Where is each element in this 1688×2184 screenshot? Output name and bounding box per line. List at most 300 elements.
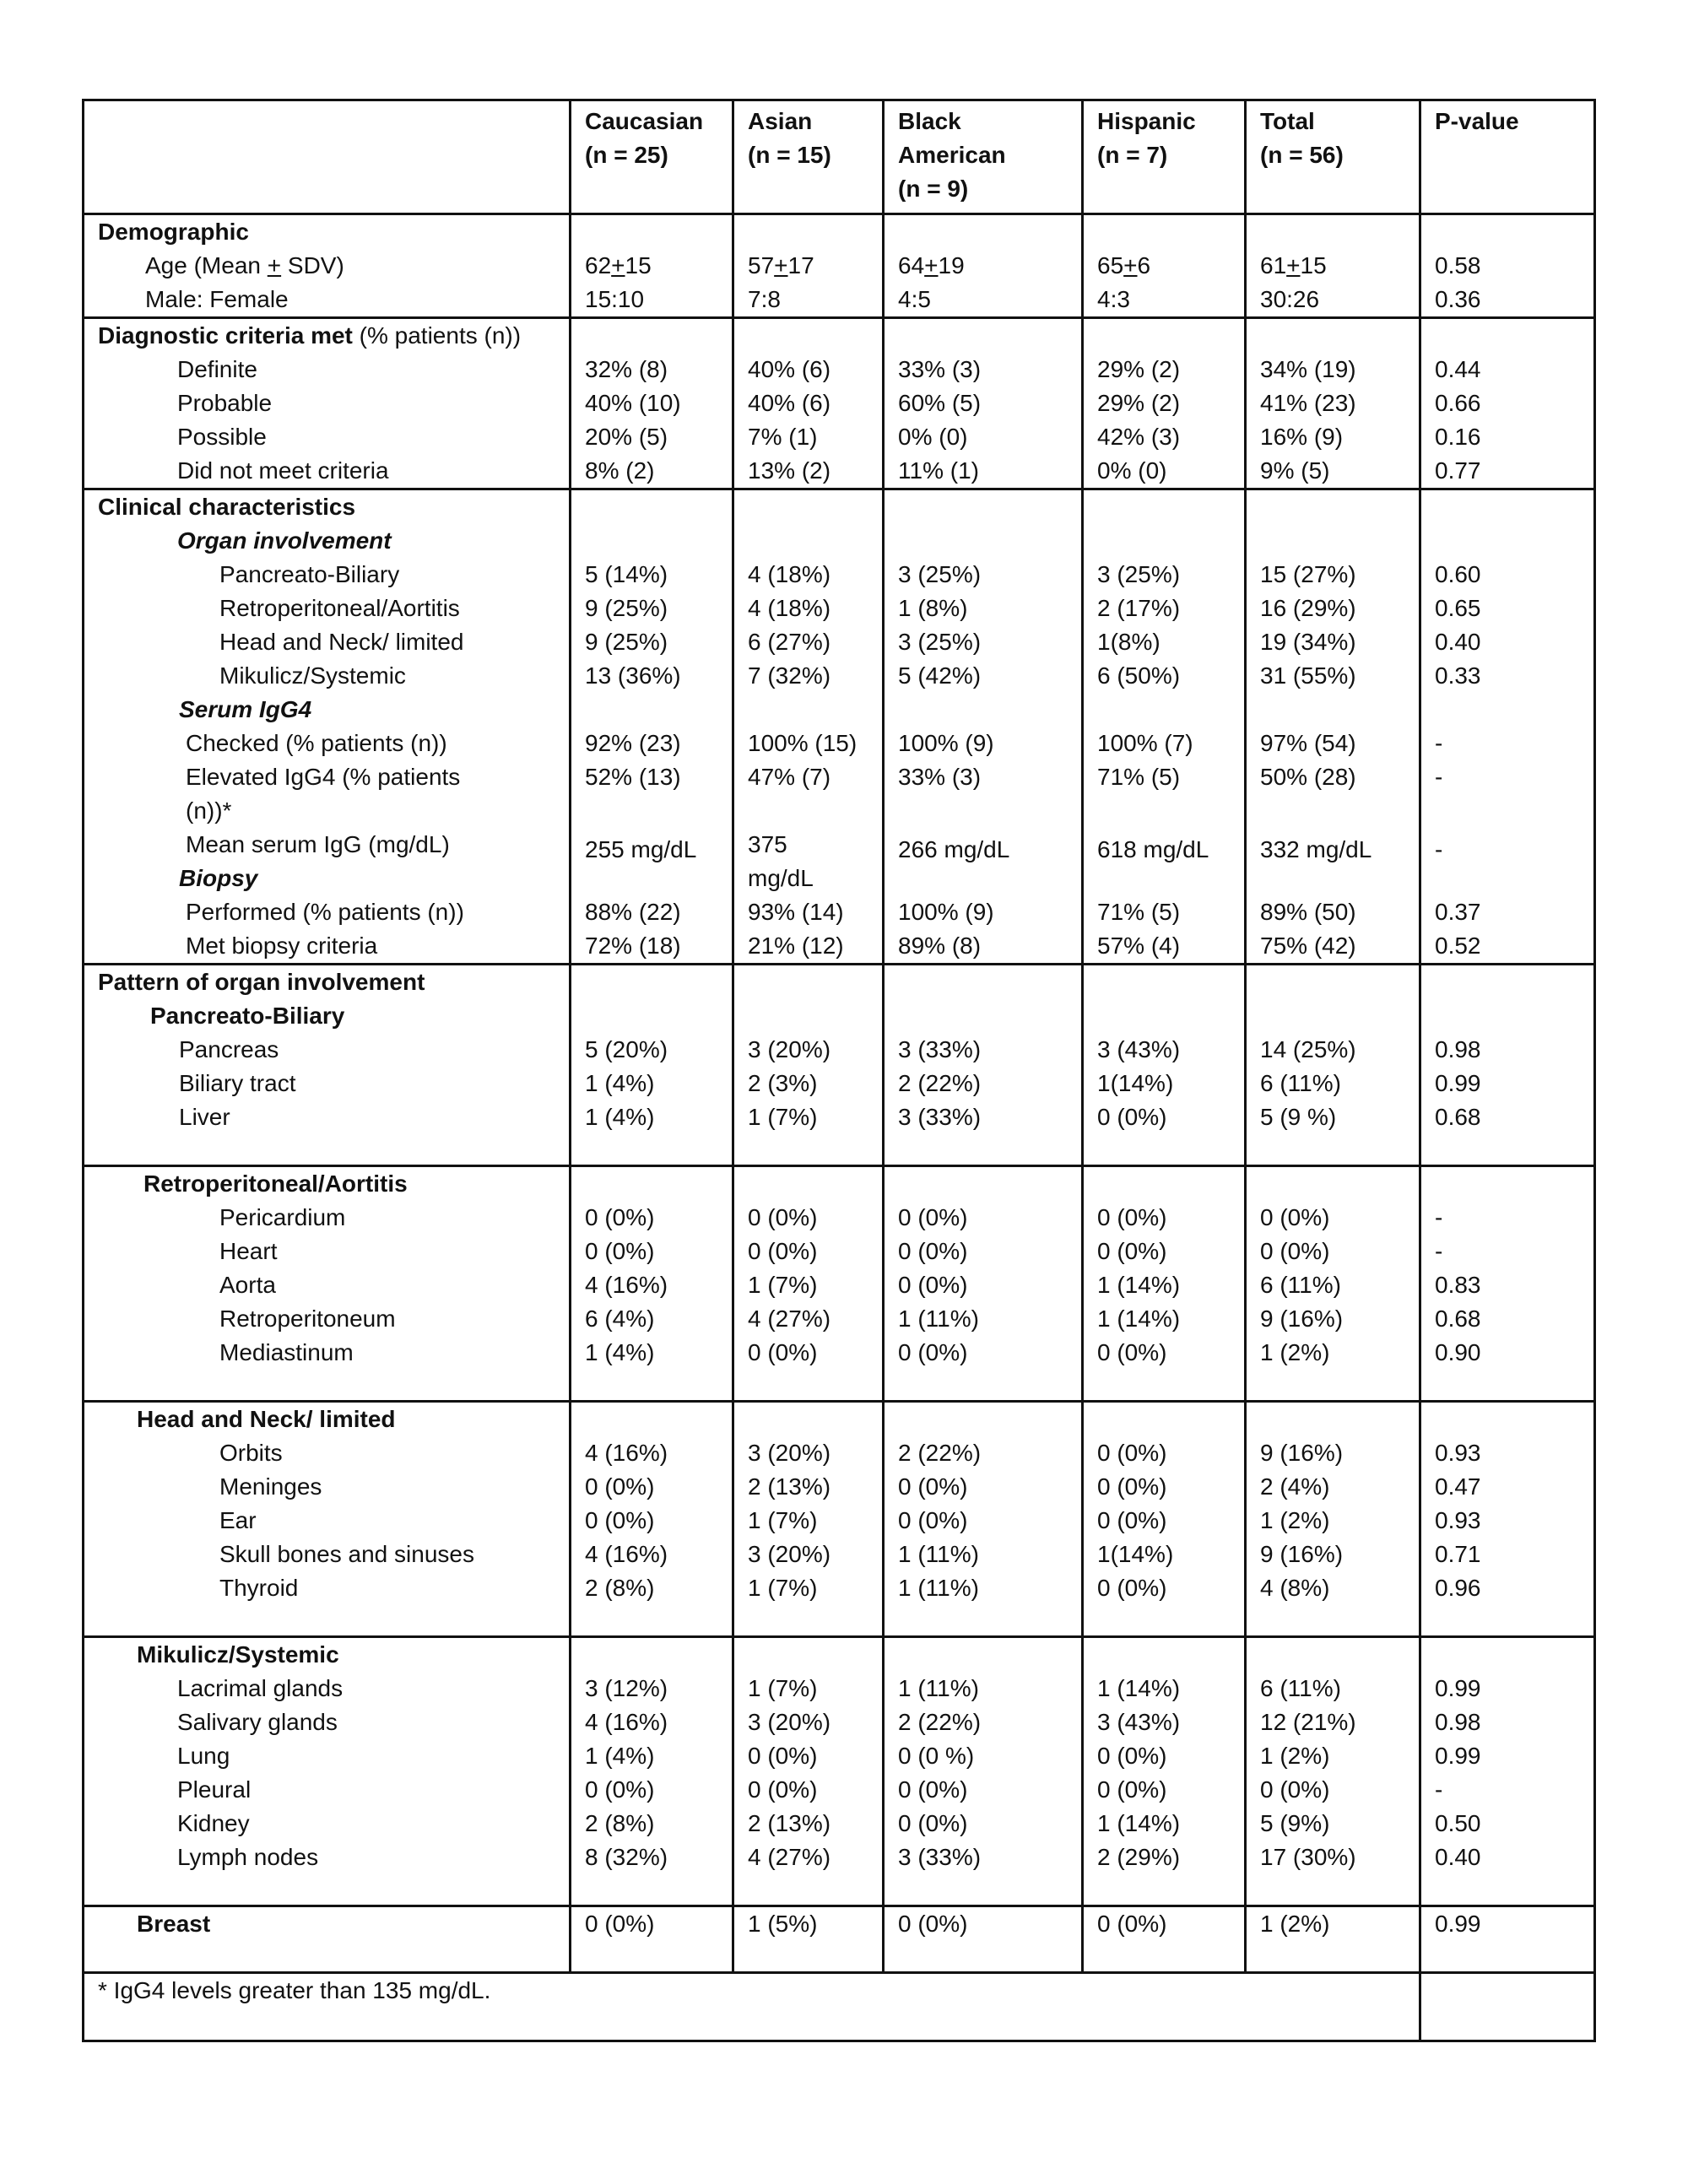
header-line: P-value: [1435, 108, 1519, 134]
p-value-cell: 0.47: [1420, 1470, 1595, 1504]
empty-cell: [733, 1370, 884, 1402]
p-value-cell: 0.40: [1420, 625, 1595, 659]
value-cell: 97% (54): [1246, 727, 1420, 760]
value-cell: 6 (27%): [733, 625, 884, 659]
empty-cell: [571, 524, 733, 558]
value-cell: 1 (4%): [571, 1336, 733, 1370]
header-line: Total: [1260, 108, 1315, 134]
value-cell: 0 (0%): [733, 1336, 884, 1370]
value-cell: 71% (5): [1083, 760, 1246, 828]
empty-cell: [1420, 318, 1595, 354]
section-title: Pattern of organ involvement: [84, 965, 571, 1000]
empty-cell: [733, 1874, 884, 1906]
value-cell: 2 (8%): [571, 1807, 733, 1841]
empty-cell: [571, 214, 733, 250]
header-line: Caucasian: [585, 108, 704, 134]
data-row: [84, 1336, 1595, 1370]
empty-cell: [571, 693, 733, 727]
row-label: Heart: [84, 1235, 571, 1268]
empty-cell: [1083, 999, 1246, 1033]
row-label: Male: Female: [84, 283, 571, 318]
section-title-row: [84, 214, 1595, 250]
value-cell: 0 (0%): [733, 1201, 884, 1235]
row-label: Meninges: [84, 1470, 571, 1504]
row-label: Ear: [84, 1504, 571, 1538]
data-row: [84, 760, 1595, 828]
section-title-row: [84, 489, 1595, 525]
empty-cell: [884, 1134, 1083, 1166]
value-cell: 0% (0): [884, 420, 1083, 454]
section-title: Demographic: [84, 214, 571, 250]
data-row: [84, 454, 1595, 489]
row-label: Checked (% patients (n)): [84, 727, 571, 760]
p-value-cell: 0.68: [1420, 1302, 1595, 1336]
header-line: (n = 15): [748, 142, 831, 168]
p-value-cell: 0.90: [1420, 1336, 1595, 1370]
value-cell: 4 (18%): [733, 558, 884, 592]
footnote-row: [84, 1973, 1595, 2041]
value-cell: 6 (4%): [571, 1302, 733, 1336]
spacer-row: [84, 1605, 1595, 1637]
value-cell: 40% (10): [571, 387, 733, 420]
empty-cell: [1083, 693, 1246, 727]
p-value-cell: 0.93: [1420, 1504, 1595, 1538]
p-value-cell: 0.44: [1420, 353, 1595, 387]
empty-cell: [884, 1370, 1083, 1402]
value-cell: 1 (2%): [1246, 1504, 1420, 1538]
value-cell: 12 (21%): [1246, 1706, 1420, 1739]
empty-cell: [884, 1166, 1083, 1202]
value-cell: 0 (0%): [884, 1235, 1083, 1268]
data-row: [84, 283, 1595, 318]
value-cell: 9 (25%): [571, 625, 733, 659]
value-cell: [571, 828, 733, 895]
empty-cell: [1420, 965, 1595, 1000]
value-cell: 42% (3): [1083, 420, 1246, 454]
p-value-cell: -: [1420, 1201, 1595, 1235]
empty-cell: [884, 693, 1083, 727]
value-cell: 0 (0%): [1083, 1470, 1246, 1504]
p-value-cell: 0.99: [1420, 1672, 1595, 1706]
p-value-cell: 0.40: [1420, 1841, 1595, 1874]
value-cell: 4:5: [884, 283, 1083, 318]
data-row: [84, 1268, 1595, 1302]
value-cell: 3 (12%): [571, 1672, 733, 1706]
value-cell: 89% (50): [1246, 895, 1420, 929]
p-value-cell: 0.96: [1420, 1571, 1595, 1605]
data-row: [84, 727, 1595, 760]
data-row: [84, 1773, 1595, 1807]
value-cell: 0 (0%): [1083, 1739, 1246, 1773]
value-cell: 5 (9 %): [1246, 1100, 1420, 1134]
empty-cell: [1083, 1370, 1246, 1402]
row-label: Aorta: [84, 1268, 571, 1302]
value-cell: 100% (9): [884, 895, 1083, 929]
section-title-row: [84, 318, 1595, 354]
data-row: [84, 558, 1595, 592]
data-row: [84, 929, 1595, 965]
value-cell: 0 (0%): [884, 1773, 1083, 1807]
empty-cell: [1083, 489, 1246, 525]
value-cell: 0 (0%): [1246, 1201, 1420, 1235]
value-cell: 0 (0%): [733, 1235, 884, 1268]
p-value-cell: 0.60: [1420, 558, 1595, 592]
row-label: [84, 249, 571, 283]
p-value-cell: 0.98: [1420, 1706, 1595, 1739]
empty-cell: [1246, 1637, 1420, 1673]
empty-cell: [733, 1166, 884, 1202]
value-cell: [733, 828, 884, 895]
empty-cell: [733, 489, 884, 525]
empty-cell: [1246, 965, 1420, 1000]
value-cell: 5 (14%): [571, 558, 733, 592]
value-cell: 0 (0%): [571, 1235, 733, 1268]
p-value-cell: -: [1420, 828, 1595, 895]
value-cell: 1 (11%): [884, 1538, 1083, 1571]
empty-cell: [84, 1874, 571, 1906]
empty-cell: [84, 1941, 571, 1973]
row-label: Met biopsy criteria: [84, 929, 571, 965]
empty-cell: [1246, 1166, 1420, 1202]
row-label: [84, 760, 571, 828]
p-value-cell: 0.71: [1420, 1538, 1595, 1571]
cell-text: 332 mg/dL: [1260, 836, 1372, 862]
cell-text: 17: [787, 252, 814, 278]
empty-cell: [1083, 1166, 1246, 1202]
group-title: Retroperitoneal/Aortitis: [84, 1166, 571, 1202]
header-line: (n = 56): [1260, 142, 1344, 168]
value-cell: 0 (0%): [884, 1470, 1083, 1504]
value-cell: 0 (0%): [1083, 1906, 1246, 1942]
group-title: Pancreato-Biliary: [84, 999, 571, 1033]
header-row: [84, 100, 1595, 214]
empty-cell: [1420, 489, 1595, 525]
value-cell: 4 (8%): [1246, 1571, 1420, 1605]
empty-cell: [1083, 1637, 1246, 1673]
p-value-cell: 0.68: [1420, 1100, 1595, 1134]
column-header: [84, 100, 571, 214]
plus-minus-symbol: +: [924, 252, 939, 278]
data-row: [84, 1470, 1595, 1504]
empty-cell: [1420, 1874, 1595, 1906]
column-header: [1083, 100, 1246, 214]
value-cell: 7 (32%): [733, 659, 884, 693]
section-title: [84, 318, 571, 354]
value-cell: 0 (0%): [571, 1504, 733, 1538]
header-line: American: [898, 142, 1006, 168]
value-cell: 19 (34%): [1246, 625, 1420, 659]
value-cell: [1083, 249, 1246, 283]
p-value-cell: 0.50: [1420, 1807, 1595, 1841]
value-cell: 57% (4): [1083, 929, 1246, 965]
cell-text: 61: [1260, 252, 1287, 278]
column-header: [1246, 100, 1420, 214]
value-cell: 0 (0%): [1246, 1773, 1420, 1807]
value-cell: 2 (8%): [571, 1571, 733, 1605]
value-cell: 9 (25%): [571, 592, 733, 625]
cell-text: 266 mg/dL: [898, 836, 1010, 862]
value-cell: 1 (14%): [1083, 1302, 1246, 1336]
value-cell: 52% (13): [571, 760, 733, 828]
row-label: Definite: [84, 353, 571, 387]
group-title-row: [84, 1906, 1595, 1942]
value-cell: 71% (5): [1083, 895, 1246, 929]
value-cell: 31 (55%): [1246, 659, 1420, 693]
data-row: [84, 1571, 1595, 1605]
p-value-cell: 0.98: [1420, 1033, 1595, 1067]
group-title: Head and Neck/ limited: [84, 1402, 571, 1437]
empty-cell: [1246, 1874, 1420, 1906]
row-label: [84, 828, 571, 895]
value-cell: 89% (8): [884, 929, 1083, 965]
value-cell: 100% (9): [884, 727, 1083, 760]
empty-cell: [884, 1605, 1083, 1637]
value-cell: 3 (25%): [884, 625, 1083, 659]
data-row: [84, 1067, 1595, 1100]
subsection-title-row: [84, 693, 1595, 727]
value-cell: 50% (28): [1246, 760, 1420, 828]
row-label: Pancreato-Biliary: [84, 558, 571, 592]
value-cell: 1 (14%): [1083, 1672, 1246, 1706]
p-value-cell: -: [1420, 1235, 1595, 1268]
value-cell: 100% (7): [1083, 727, 1246, 760]
value-cell: [733, 249, 884, 283]
cell-text: Mean serum IgG (mg/dL): [186, 831, 450, 857]
value-cell: 29% (2): [1083, 353, 1246, 387]
value-cell: 21% (12): [733, 929, 884, 965]
cell-text: 62: [585, 252, 612, 278]
empty-cell: [884, 318, 1083, 354]
demographics-table: [82, 99, 1596, 2042]
p-value-cell: 0.77: [1420, 454, 1595, 489]
cell-text: 57: [748, 252, 775, 278]
value-cell: 16% (9): [1246, 420, 1420, 454]
value-cell: 14 (25%): [1246, 1033, 1420, 1067]
cell-text: 15: [625, 252, 652, 278]
empty-cell: [733, 999, 884, 1033]
value-cell: 4 (16%): [571, 1268, 733, 1302]
value-cell: 6 (50%): [1083, 659, 1246, 693]
cell-text: mg/dL: [748, 865, 814, 891]
empty-cell: [884, 489, 1083, 525]
value-cell: 1 (7%): [733, 1268, 884, 1302]
value-cell: 0 (0%): [571, 1906, 733, 1942]
value-cell: 11% (1): [884, 454, 1083, 489]
footnote: * IgG4 levels greater than 135 mg/dL.: [84, 1973, 1420, 2041]
empty-cell: [1420, 1402, 1595, 1437]
p-value-cell: -: [1420, 1773, 1595, 1807]
empty-cell: [1420, 1637, 1595, 1673]
empty-cell: [733, 965, 884, 1000]
value-cell: 1(14%): [1083, 1067, 1246, 1100]
data-row: [84, 625, 1595, 659]
value-cell: 1 (11%): [884, 1672, 1083, 1706]
value-cell: 1 (2%): [1246, 1906, 1420, 1942]
value-cell: 40% (6): [733, 353, 884, 387]
column-header: [1420, 100, 1595, 214]
group-title: Mikulicz/Systemic: [84, 1637, 571, 1673]
value-cell: 13 (36%): [571, 659, 733, 693]
group-title-row: [84, 1402, 1595, 1437]
value-cell: 7% (1): [733, 420, 884, 454]
value-cell: 1 (2%): [1246, 1739, 1420, 1773]
empty-cell: [1083, 1941, 1246, 1973]
value-cell: 0 (0%): [884, 1336, 1083, 1370]
row-label: Retroperitoneum: [84, 1302, 571, 1336]
empty-cell: [884, 1874, 1083, 1906]
value-cell: 60% (5): [884, 387, 1083, 420]
empty-cell: [1246, 1605, 1420, 1637]
row-label: Thyroid: [84, 1571, 571, 1605]
value-cell: 32% (8): [571, 353, 733, 387]
cell-text: 65: [1097, 252, 1124, 278]
empty-cell: [733, 1134, 884, 1166]
empty-cell: [733, 1605, 884, 1637]
empty-cell: [571, 965, 733, 1000]
empty-cell: [84, 1605, 571, 1637]
column-header: [571, 100, 733, 214]
value-cell: 1(14%): [1083, 1538, 1246, 1571]
value-cell: 0 (0%): [571, 1470, 733, 1504]
p-value-cell: 0.65: [1420, 592, 1595, 625]
row-label: Skull bones and sinuses: [84, 1538, 571, 1571]
p-value-cell: 0.83: [1420, 1268, 1595, 1302]
value-cell: 1 (11%): [884, 1571, 1083, 1605]
empty-cell: [1083, 1402, 1246, 1437]
value-cell: 30:26: [1246, 283, 1420, 318]
value-cell: 88% (22): [571, 895, 733, 929]
p-value-cell: 0.99: [1420, 1906, 1595, 1942]
value-cell: [1246, 828, 1420, 895]
group-title-row: [84, 1166, 1595, 1202]
empty-cell: [1246, 318, 1420, 354]
cell-text: 255 mg/dL: [585, 836, 697, 862]
empty-cell: [1420, 214, 1595, 250]
value-cell: 0 (0%): [884, 1268, 1083, 1302]
value-cell: 40% (6): [733, 387, 884, 420]
column-header: [884, 100, 1083, 214]
cell-text: 64: [898, 252, 925, 278]
empty-cell: [733, 524, 884, 558]
value-cell: 2 (29%): [1083, 1841, 1246, 1874]
value-cell: 15 (27%): [1246, 558, 1420, 592]
empty-cell: [1246, 1941, 1420, 1973]
value-cell: 3 (20%): [733, 1538, 884, 1571]
plus-minus-symbol: +: [774, 252, 788, 278]
value-cell: 75% (42): [1246, 929, 1420, 965]
row-label: Probable: [84, 387, 571, 420]
data-row: [84, 1436, 1595, 1470]
value-cell: 0 (0%): [571, 1201, 733, 1235]
subsection-title-row: [84, 524, 1595, 558]
value-cell: 1 (4%): [571, 1100, 733, 1134]
section-title-row: [84, 965, 1595, 1000]
value-cell: 0 (0%): [1083, 1436, 1246, 1470]
value-cell: 34% (19): [1246, 353, 1420, 387]
value-cell: 2 (17%): [1083, 592, 1246, 625]
value-cell: 4:3: [1083, 283, 1246, 318]
p-value-cell: -: [1420, 760, 1595, 828]
value-cell: 4 (16%): [571, 1436, 733, 1470]
empty-cell: [571, 489, 733, 525]
empty-cell: [571, 1874, 733, 1906]
value-cell: 0 (0%): [1083, 1571, 1246, 1605]
value-cell: 3 (43%): [1083, 1706, 1246, 1739]
empty-cell: [1420, 693, 1595, 727]
empty-cell: [1083, 1605, 1246, 1637]
value-cell: 3 (33%): [884, 1841, 1083, 1874]
value-cell: 1 (7%): [733, 1504, 884, 1538]
empty-cell: [1246, 489, 1420, 525]
group-title-row: [84, 1637, 1595, 1673]
empty-cell: [1420, 1941, 1595, 1973]
data-row: [84, 659, 1595, 693]
empty-cell: [84, 1134, 571, 1166]
p-value-cell: 0.37: [1420, 895, 1595, 929]
value-cell: 17 (30%): [1246, 1841, 1420, 1874]
empty-cell: [884, 524, 1083, 558]
empty-cell: [1420, 1166, 1595, 1202]
empty-cell: [733, 318, 884, 354]
value-cell: 100% (15): [733, 727, 884, 760]
value-cell: 0 (0%): [1083, 1336, 1246, 1370]
value-cell: 1 (4%): [571, 1739, 733, 1773]
value-cell: 4 (27%): [733, 1841, 884, 1874]
value-cell: 4 (16%): [571, 1706, 733, 1739]
empty-cell: [884, 1637, 1083, 1673]
data-row: [84, 1841, 1595, 1874]
value-cell: [884, 828, 1083, 895]
value-cell: 1 (2%): [1246, 1336, 1420, 1370]
p-value-cell: 0.58: [1420, 249, 1595, 283]
empty-cell: [884, 214, 1083, 250]
value-cell: 8 (32%): [571, 1841, 733, 1874]
value-cell: 0 (0%): [1083, 1100, 1246, 1134]
value-cell: 0% (0): [1083, 454, 1246, 489]
plus-minus-symbol: +: [611, 252, 625, 278]
empty-cell: [884, 965, 1083, 1000]
data-row: [84, 1504, 1595, 1538]
value-cell: 1 (7%): [733, 1100, 884, 1134]
empty-cell: [884, 999, 1083, 1033]
value-cell: 0 (0%): [733, 1739, 884, 1773]
value-cell: [1083, 828, 1246, 895]
data-row: [84, 1201, 1595, 1235]
value-cell: 2 (3%): [733, 1067, 884, 1100]
row-label: Pleural: [84, 1773, 571, 1807]
empty-cell: [1420, 1605, 1595, 1637]
value-cell: 1 (14%): [1083, 1268, 1246, 1302]
value-cell: 29% (2): [1083, 387, 1246, 420]
empty-cell: [571, 1637, 733, 1673]
row-label: Possible: [84, 420, 571, 454]
value-cell: [571, 249, 733, 283]
data-row: [84, 1538, 1595, 1571]
data-row: [84, 1100, 1595, 1134]
value-cell: 0 (0%): [884, 1201, 1083, 1235]
value-cell: 2 (22%): [884, 1706, 1083, 1739]
value-cell: 13% (2): [733, 454, 884, 489]
p-value-cell: 0.36: [1420, 283, 1595, 318]
spacer-row: [84, 1134, 1595, 1166]
value-cell: [884, 249, 1083, 283]
header-line: Hispanic: [1097, 108, 1196, 134]
header-line: (n = 9): [898, 176, 969, 202]
header-line: Black: [898, 108, 961, 134]
spacer-row: [84, 1370, 1595, 1402]
data-row: [84, 353, 1595, 387]
value-cell: 3 (20%): [733, 1706, 884, 1739]
